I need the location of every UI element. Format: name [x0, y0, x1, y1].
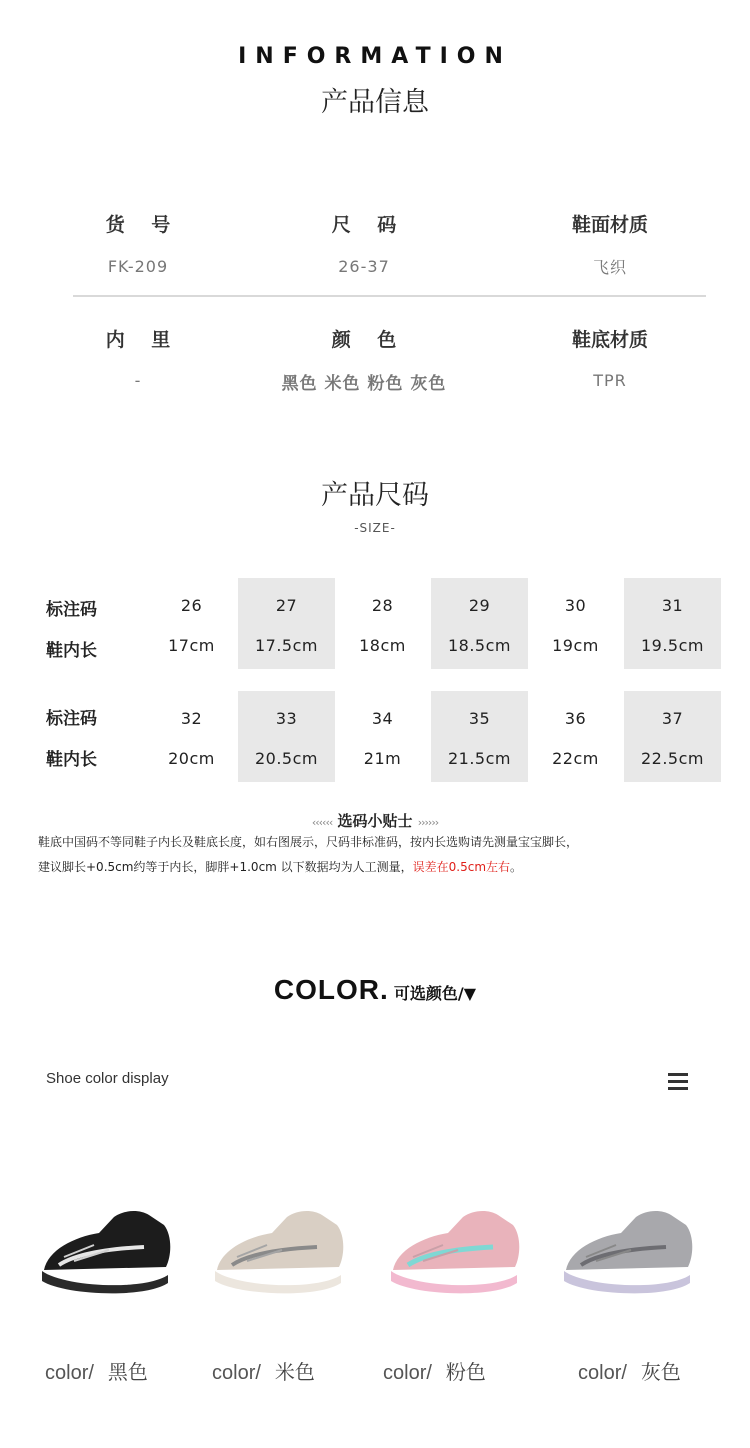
spec-label-upper-material: 鞋面材质: [571, 214, 648, 236]
size-table-block-1: [40, 578, 730, 669]
spec-value-upper-material: 飞织: [592, 258, 627, 277]
tips-line-2: [38, 855, 728, 880]
size-tips-title: [0, 810, 750, 831]
size-cell-shade: [624, 578, 721, 669]
size-code: 27: [275, 596, 298, 615]
tips-error-note: 误差在0.5cm左右: [412, 860, 511, 874]
info-title-en: INFORMATION: [238, 44, 512, 69]
shoe-label-prefix: color/: [383, 1362, 432, 1384]
shoe-display-title: Shoe color display: [46, 1070, 169, 1087]
spec-value-color: 黑色 米色 粉色 灰色: [281, 374, 447, 394]
shoe-label-beige: [212, 1356, 315, 1385]
size-code: 26: [180, 596, 203, 615]
menu-icon[interactable]: [668, 1073, 688, 1090]
size-code: 35: [468, 709, 491, 728]
size-cell-shade: [238, 691, 335, 782]
size-code: 30: [564, 596, 587, 615]
size-length: 21.5cm: [447, 749, 511, 768]
spec-label-color: 颜 色: [331, 329, 397, 351]
size-code: 36: [564, 709, 587, 728]
shoe-label-black: [45, 1356, 148, 1385]
shoe-image-black[interactable]: [34, 1195, 184, 1309]
info-title-cn: 产品信息: [321, 87, 429, 118]
size-cell-shade: [431, 578, 528, 669]
color-heading: [0, 974, 750, 1006]
size-title-cn: 产品尺码: [321, 480, 429, 511]
size-cell-shade: [238, 578, 335, 669]
spec-divider: [73, 295, 706, 297]
size-length: 17.5cm: [254, 636, 318, 655]
size-length: 17cm: [168, 636, 215, 655]
spec-value-size: 26-37: [338, 257, 390, 276]
size-length: 19.5cm: [640, 636, 704, 655]
tips-title-text: 选码小贴士: [337, 812, 413, 830]
size-code: 31: [661, 596, 684, 615]
down-arrow-icon: ▼: [463, 984, 477, 1003]
size-row-label-length: 鞋内长: [46, 641, 97, 661]
shoe-icon: [207, 1195, 357, 1305]
shoe-label-grey: [578, 1356, 681, 1385]
size-length: 20.5cm: [254, 749, 318, 768]
size-length: 20cm: [168, 749, 215, 768]
spec-label-item-no: 货 号: [105, 214, 171, 236]
color-heading-small: 可选颜色/: [393, 984, 464, 1003]
size-code: 32: [180, 709, 203, 728]
size-cell-shade: [624, 691, 721, 782]
size-code: 28: [371, 596, 394, 615]
tips-line-2-text: 建议脚长+0.5cm约等于内长，脚胖+1.0cm 以下数据均为人工测量，: [38, 860, 413, 874]
size-cell-shade: [431, 691, 528, 782]
size-length: 21m: [363, 749, 402, 768]
shoe-label-prefix: color/: [578, 1362, 627, 1384]
size-code: 29: [468, 596, 491, 615]
size-row-label-code: 标注码: [46, 709, 97, 729]
tips-line-1: 鞋底中国码不等同鞋子内长及鞋底长度，如右图展示，尺码非标准码，按内长选购请先测量宝宝脚长，: [38, 835, 579, 849]
spec-label-size: 尺 码: [331, 214, 397, 236]
shoe-icon: [34, 1195, 184, 1305]
spec-value-sole-material: TPR: [593, 371, 627, 390]
color-heading-big: COLOR.: [273, 974, 389, 1005]
shoe-label-pink: [383, 1356, 486, 1385]
size-code: 34: [371, 709, 394, 728]
spec-label-sole-material: 鞋底材质: [571, 329, 648, 351]
size-row-label-code: 标注码: [46, 600, 97, 620]
size-title-en: -SIZE-: [354, 521, 396, 535]
shoe-label-name: 米色: [274, 1362, 315, 1384]
shoe-image-pink[interactable]: [383, 1195, 533, 1309]
size-code: 37: [661, 709, 684, 728]
size-table-block-2: [40, 691, 730, 782]
tips-deco-right: ››››››: [417, 816, 439, 829]
shoe-icon: [556, 1195, 706, 1305]
shoe-label-name: 粉色: [445, 1362, 486, 1384]
shoe-label-prefix: color/: [212, 1362, 261, 1384]
size-code: 33: [275, 709, 298, 728]
size-length: 22cm: [552, 749, 599, 768]
size-length: 18.5cm: [447, 636, 511, 655]
spec-label-lining: 内 里: [105, 329, 171, 351]
size-length: 22.5cm: [640, 749, 704, 768]
tips-line-2-end: 。: [510, 860, 523, 874]
shoe-icon: [383, 1195, 533, 1305]
shoe-label-name: 黑色: [107, 1362, 148, 1384]
size-length: 19cm: [552, 636, 599, 655]
shoe-label-prefix: color/: [45, 1362, 94, 1384]
size-row-label-length: 鞋内长: [46, 750, 97, 770]
size-length: 18cm: [359, 636, 406, 655]
spec-value-lining: -: [134, 371, 142, 390]
shoe-label-name: 灰色: [640, 1362, 681, 1384]
tips-deco-left: ‹‹‹‹‹‹: [311, 816, 333, 829]
shoe-image-grey[interactable]: [556, 1195, 706, 1309]
spec-value-item-no: FK-209: [107, 257, 169, 276]
shoe-image-beige[interactable]: [207, 1195, 357, 1309]
